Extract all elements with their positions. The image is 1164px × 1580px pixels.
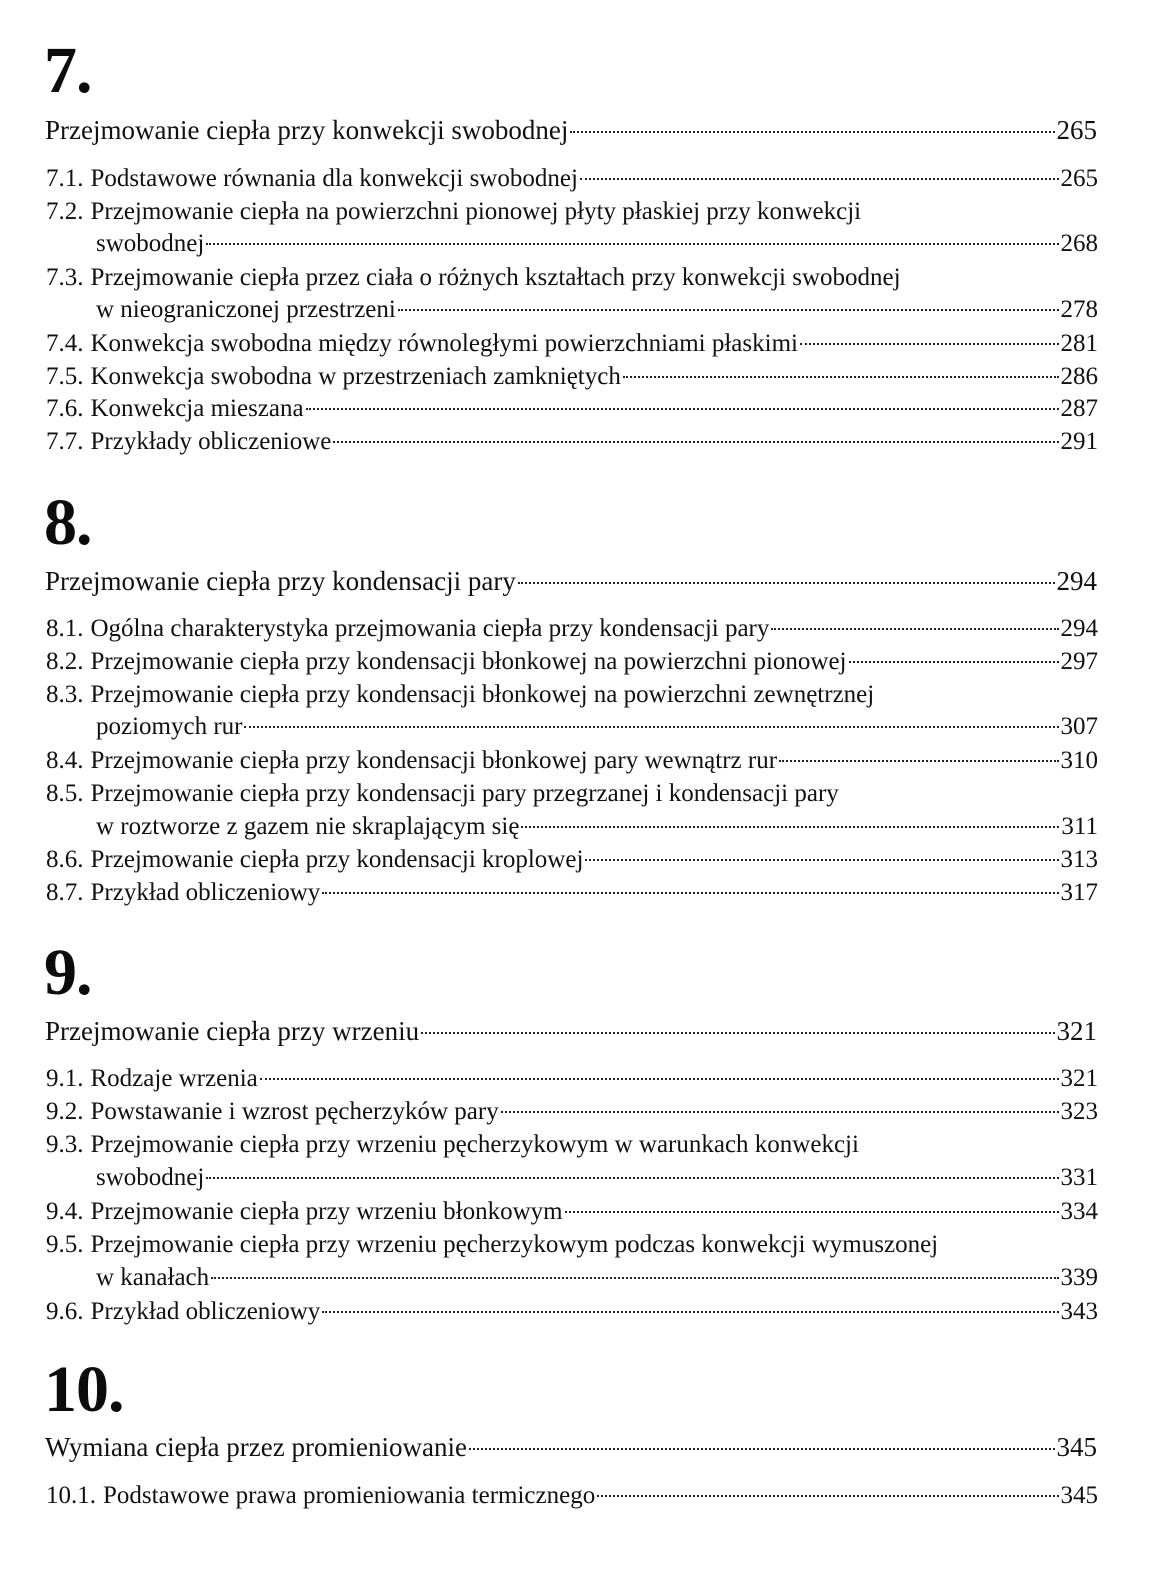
- section-title-line1: Przejmowanie ciepła przy wrzeniu pęcherzykowym w warunkach konwekcji: [90, 1131, 859, 1158]
- dot-leader: [501, 1111, 1059, 1113]
- page-number: 265: [1056, 115, 1097, 145]
- section-title-line1: Przejmowanie ciepła na powierzchni pionowej płyty płaskiej przy konwekcji: [90, 198, 862, 225]
- section-number: 8.2.: [46, 648, 84, 675]
- chapter-number: 8.: [44, 486, 92, 559]
- page-number: 265: [1060, 165, 1098, 192]
- section-number: 7.6.: [46, 395, 84, 422]
- section-row-continuation: [46, 711, 1098, 742]
- section-row: [46, 361, 1098, 392]
- section-number: 9.3.: [46, 1131, 84, 1158]
- section-title: Podstawowe prawa promieniowania termicznego: [103, 1482, 596, 1509]
- page-number: 281: [1060, 330, 1098, 357]
- section-number: 9.1.: [46, 1065, 84, 1092]
- section-title: Przykład obliczeniowy: [90, 1298, 321, 1325]
- section-number: 8.4.: [46, 747, 84, 774]
- chapter-title-row: [45, 566, 1097, 597]
- section-row: [46, 1196, 1098, 1227]
- section-number: 7.7.: [46, 428, 84, 455]
- page-number: 291: [1060, 428, 1098, 455]
- section-title: Konwekcja swobodna w przestrzeniach zamkniętych: [90, 363, 621, 390]
- dot-leader: [211, 1277, 1058, 1279]
- section-number: 8.5.: [46, 780, 84, 807]
- section-row-continuation: [46, 1162, 1098, 1193]
- section-row-first-line: [46, 262, 901, 293]
- dot-leader: [771, 628, 1058, 630]
- page-number: 268: [1060, 230, 1098, 257]
- section-number: 7.2.: [46, 198, 84, 225]
- section-title: Przejmowanie ciepła przy kondensacji błonkowej na powierzchni pionowej: [90, 648, 847, 675]
- dot-leader: [779, 760, 1058, 762]
- section-title: Konwekcja mieszana: [90, 395, 304, 422]
- section-title: Przykłady obliczeniowe: [90, 428, 332, 455]
- page-number: 294: [1060, 615, 1098, 642]
- section-title: Powstawanie i wzrost pęcherzyków pary: [90, 1098, 499, 1125]
- page-number: 339: [1060, 1264, 1098, 1291]
- section-row: [46, 1096, 1098, 1127]
- section-number: 9.5.: [46, 1231, 84, 1258]
- page-number: 307: [1060, 713, 1098, 740]
- dot-leader: [421, 1032, 1054, 1034]
- dot-leader: [244, 726, 1058, 728]
- section-number: 8.1.: [46, 615, 84, 642]
- section-row-continuation: [46, 228, 1098, 259]
- page-number: 345: [1060, 1482, 1098, 1509]
- section-title-line2: w roztworze z gazem nie skraplającym się: [96, 813, 520, 840]
- section-row: [46, 328, 1098, 359]
- page-number: 317: [1060, 879, 1098, 906]
- section-number: 7.1.: [46, 165, 84, 192]
- section-title: Przykład obliczeniowy: [90, 879, 321, 906]
- dot-leader: [585, 859, 1058, 861]
- page-number: 323: [1060, 1098, 1098, 1125]
- section-title-line2: w kanałach: [96, 1264, 210, 1291]
- dot-leader: [206, 243, 1058, 245]
- section-title-line1: Przejmowanie ciepła przez ciała o różnych kształtach przy konwekcji swobodnej: [90, 264, 901, 291]
- section-title-line2: poziomych rur: [96, 713, 243, 740]
- page-number: 294: [1056, 566, 1097, 596]
- section-number: 8.3.: [46, 681, 84, 708]
- section-row: [46, 1480, 1098, 1511]
- section-row: [46, 646, 1098, 677]
- section-number: 7.5.: [46, 363, 84, 390]
- section-number: 8.7.: [46, 879, 84, 906]
- dot-leader: [570, 131, 1054, 133]
- dot-leader: [518, 582, 1055, 584]
- chapter-title: Przejmowanie ciepła przy konwekcji swobodnej: [45, 115, 569, 145]
- chapter-title: Wymiana ciepła przez promieniowanie: [45, 1432, 467, 1462]
- page-number: 278: [1060, 296, 1098, 323]
- dot-leader: [398, 309, 1059, 311]
- section-number: 9.4.: [46, 1198, 84, 1225]
- chapter-number: 9.: [44, 936, 92, 1009]
- section-row: [46, 1063, 1098, 1094]
- dot-leader: [322, 892, 1058, 894]
- section-row: [46, 163, 1098, 194]
- section-title: Konwekcja swobodna między równoległymi powierzchniami płaskimi: [90, 330, 798, 357]
- section-row: [46, 745, 1098, 776]
- page-number: 345: [1056, 1432, 1097, 1462]
- page-number: 287: [1060, 395, 1098, 422]
- section-row-continuation: [46, 811, 1098, 842]
- section-row-first-line: [46, 778, 839, 809]
- dot-leader: [521, 826, 1059, 828]
- section-row: [46, 877, 1098, 908]
- page-number: 321: [1060, 1065, 1098, 1092]
- section-number: 9.2.: [46, 1098, 84, 1125]
- chapter-title-row: [45, 1016, 1097, 1047]
- section-row-first-line: [46, 196, 861, 227]
- section-title-line1: Przejmowanie ciepła przy kondensacji błonkowej na powierzchni zewnętrznej: [90, 681, 875, 708]
- section-row: [46, 613, 1098, 644]
- section-row-first-line: [46, 1229, 938, 1260]
- chapter-title-row: [45, 115, 1097, 146]
- section-title: Przejmowanie ciepła przy wrzeniu błonkowym: [90, 1198, 563, 1225]
- section-number: 8.6.: [46, 846, 84, 873]
- section-row: [46, 844, 1098, 875]
- chapter-number: 10.: [44, 1353, 124, 1426]
- section-row-continuation: [46, 294, 1098, 325]
- section-title-line2: swobodnej: [96, 230, 205, 257]
- section-title: Przejmowanie ciepła przy kondensacji błonkowej pary wewnątrz rur: [90, 747, 778, 774]
- section-row: [46, 1296, 1098, 1327]
- dot-leader: [206, 1177, 1058, 1179]
- section-row: [46, 426, 1098, 457]
- section-title: Ogólna charakterystyka przejmowania ciepła przy kondensacji pary: [90, 615, 770, 642]
- section-number: 7.4.: [46, 330, 84, 357]
- dot-leader: [333, 441, 1058, 443]
- section-row-first-line: [46, 679, 874, 710]
- dot-leader: [260, 1078, 1059, 1080]
- dot-leader: [469, 1448, 1055, 1450]
- page-number: 343: [1060, 1298, 1098, 1325]
- page-number: 311: [1061, 813, 1098, 840]
- section-title-line2: swobodnej: [96, 1164, 205, 1191]
- page-number: 310: [1060, 747, 1098, 774]
- section-title-line1: Przejmowanie ciepła przy kondensacji pary przegrzanej i kondensacji pary: [90, 780, 839, 807]
- dot-leader: [800, 343, 1059, 345]
- chapter-title-row: [45, 1432, 1097, 1463]
- section-number: 7.3.: [46, 264, 84, 291]
- section-title: Rodzaje wrzenia: [90, 1065, 258, 1092]
- page-number: 297: [1060, 648, 1098, 675]
- dot-leader: [849, 661, 1059, 663]
- dot-leader: [597, 1495, 1058, 1497]
- section-title: Przejmowanie ciepła przy kondensacji kroplowej: [90, 846, 584, 873]
- page-number: 321: [1056, 1016, 1097, 1046]
- section-row: [46, 393, 1098, 424]
- section-title-line2: w nieograniczonej przestrzeni: [96, 296, 396, 323]
- page-number: 286: [1060, 363, 1098, 390]
- dot-leader: [580, 178, 1059, 180]
- section-title: Podstawowe równania dla konwekcji swobodnej: [90, 165, 578, 192]
- section-number: 10.1.: [46, 1482, 96, 1509]
- page-number: 334: [1060, 1198, 1098, 1225]
- section-title-line1: Przejmowanie ciepła przy wrzeniu pęcherzykowym podczas konwekcji wymuszonej: [90, 1231, 939, 1258]
- section-row-first-line: [46, 1129, 859, 1160]
- section-row-continuation: [46, 1262, 1098, 1293]
- chapter-title: Przejmowanie ciepła przy wrzeniu: [45, 1016, 420, 1046]
- dot-leader: [322, 1311, 1058, 1313]
- page-number: 331: [1060, 1164, 1098, 1191]
- page-number: 313: [1060, 846, 1098, 873]
- chapter-title: Przejmowanie ciepła przy kondensacji pary: [45, 566, 516, 596]
- chapter-number: 7.: [44, 34, 92, 107]
- dot-leader: [306, 408, 1059, 410]
- section-number: 9.6.: [46, 1298, 84, 1325]
- dot-leader: [623, 376, 1059, 378]
- dot-leader: [565, 1211, 1059, 1213]
